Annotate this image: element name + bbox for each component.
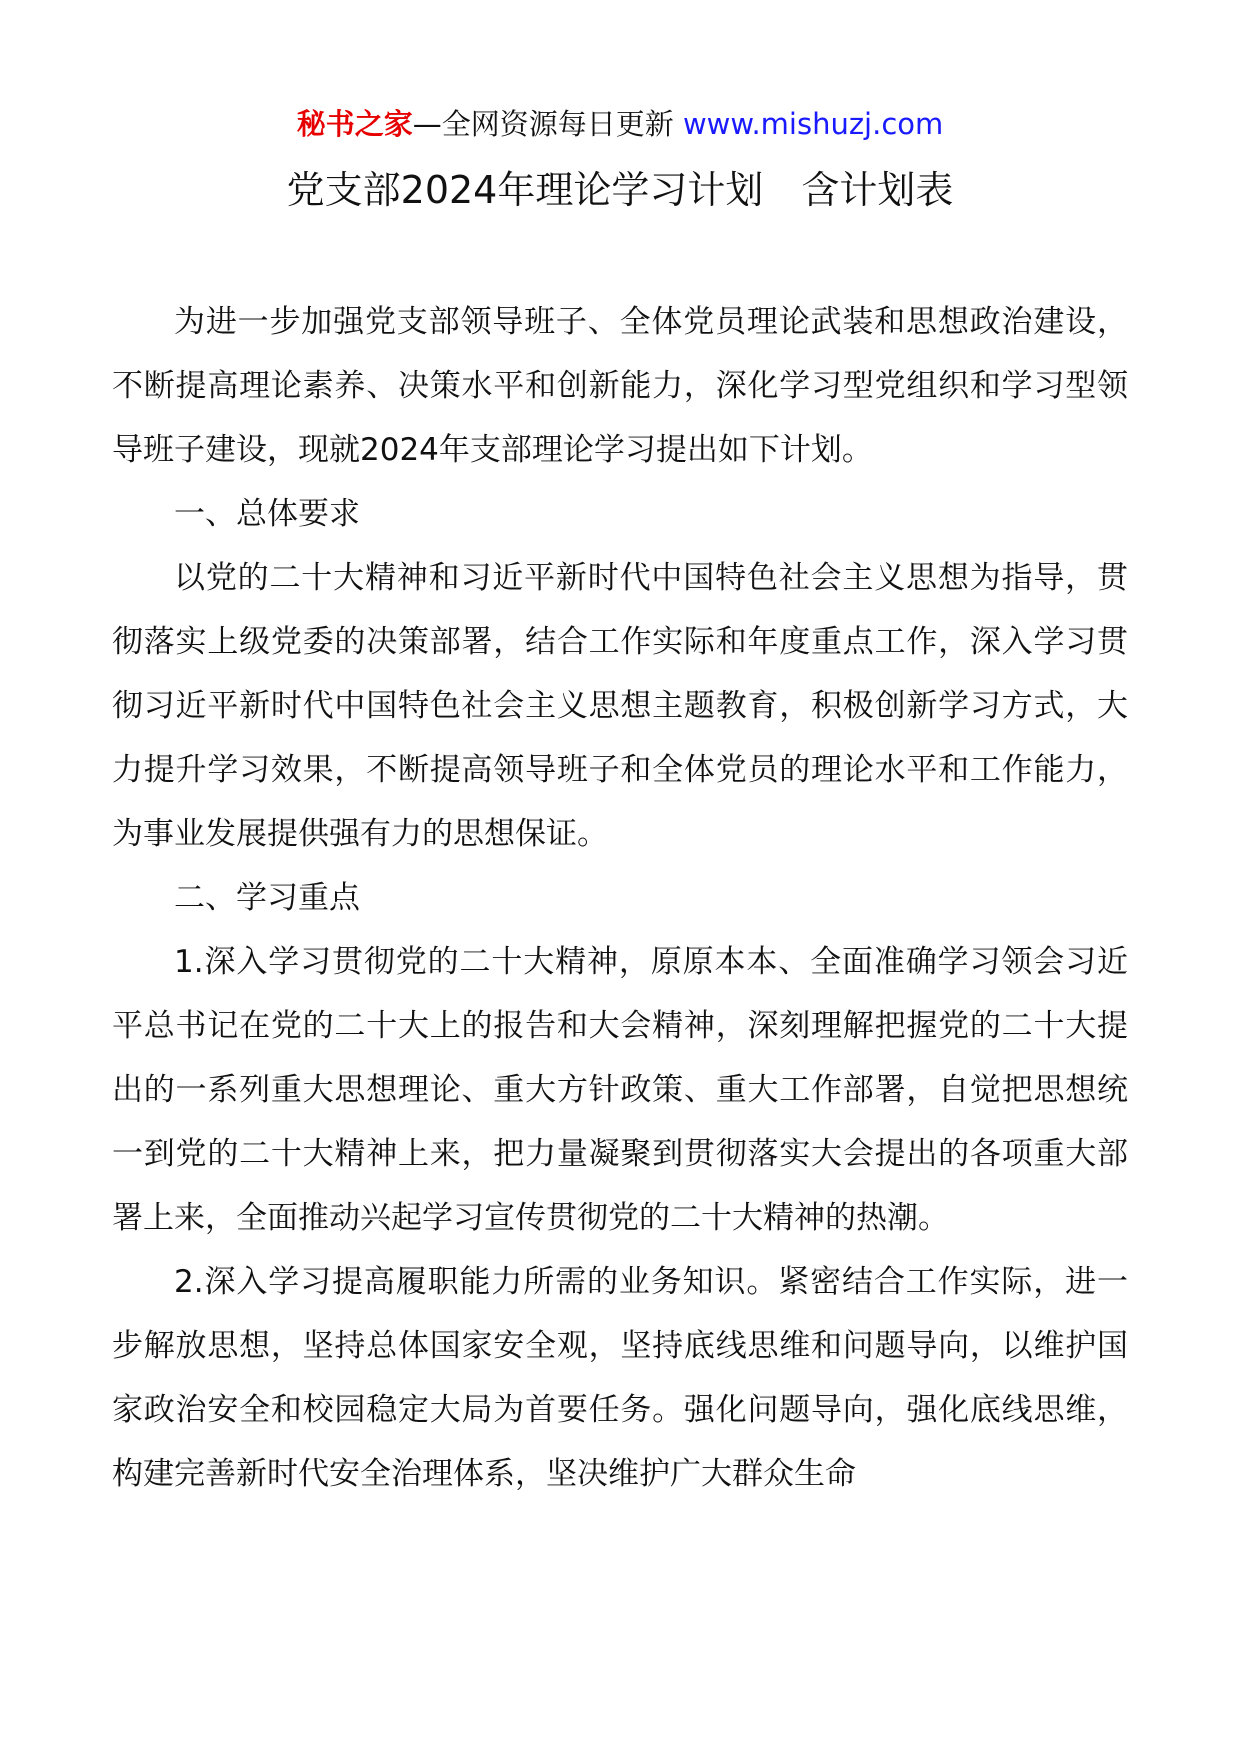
- brand-name: 秘书之家: [296, 107, 413, 141]
- site-header: [0, 104, 1240, 144]
- study-focus-item-2: 2.深入学习提高履职能力所需的业务知识。紧密结合工作实际，进一步解放思想，坚持总体国家安全观，坚持底线思维和问题导向，以维护国家政治安全和校园稳定大局为首要任务。强化问题导向，强化底线思维，构建完善新时代安全治理体系，坚决维护广大群众生命: [112, 1264, 1128, 1492]
- document-title: 党支部2024年理论学习计划 含计划表: [286, 168, 954, 212]
- section-heading-general-requirements: 一、总体要求: [174, 496, 360, 532]
- study-focus-item-1: 1.深入学习贯彻党的二十大精神，原原本本、全面准确学习领会习近平总书记在党的二十大上的报告和大会精神，深刻理解把握党的二十大提出的一系列重大思想理论、重大方针政策、重大工作部署，自觉把思想统一到党的二十大精神上来，把力量凝聚到贯彻落实大会提出的各项重大部署上来，全面推动兴起学习宣传贯彻党的二十大精神的热潮。: [112, 944, 1128, 1236]
- section-heading-study-focus: 二、学习重点: [174, 880, 360, 916]
- intro-paragraph: 为进一步加强党支部领导班子、全体党员理论武装和思想政治建设，不断提高理论素养、决策水平和创新能力，深化学习型党组织和学习型领导班子建设，现就2024年支部理论学习提出如下计划。: [112, 304, 1128, 468]
- header-slogan: —全网资源每日更新: [412, 107, 683, 141]
- general-requirements-paragraph: 以党的二十大精神和习近平新时代中国特色社会主义思想为指导，贯彻落实上级党委的决策部署，结合工作实际和年度重点工作，深入学习贯彻习近平新时代中国特色社会主义思想主题教育，积极创新学习方式，大力提升学习效果，不断提高领导班子和全体党员的理论水平和工作能力，为事业发展提供强有力的思想保证。: [112, 560, 1128, 852]
- document-body: [112, 290, 1128, 1506]
- site-url-link[interactable]: www.mishuzj.com: [682, 107, 944, 141]
